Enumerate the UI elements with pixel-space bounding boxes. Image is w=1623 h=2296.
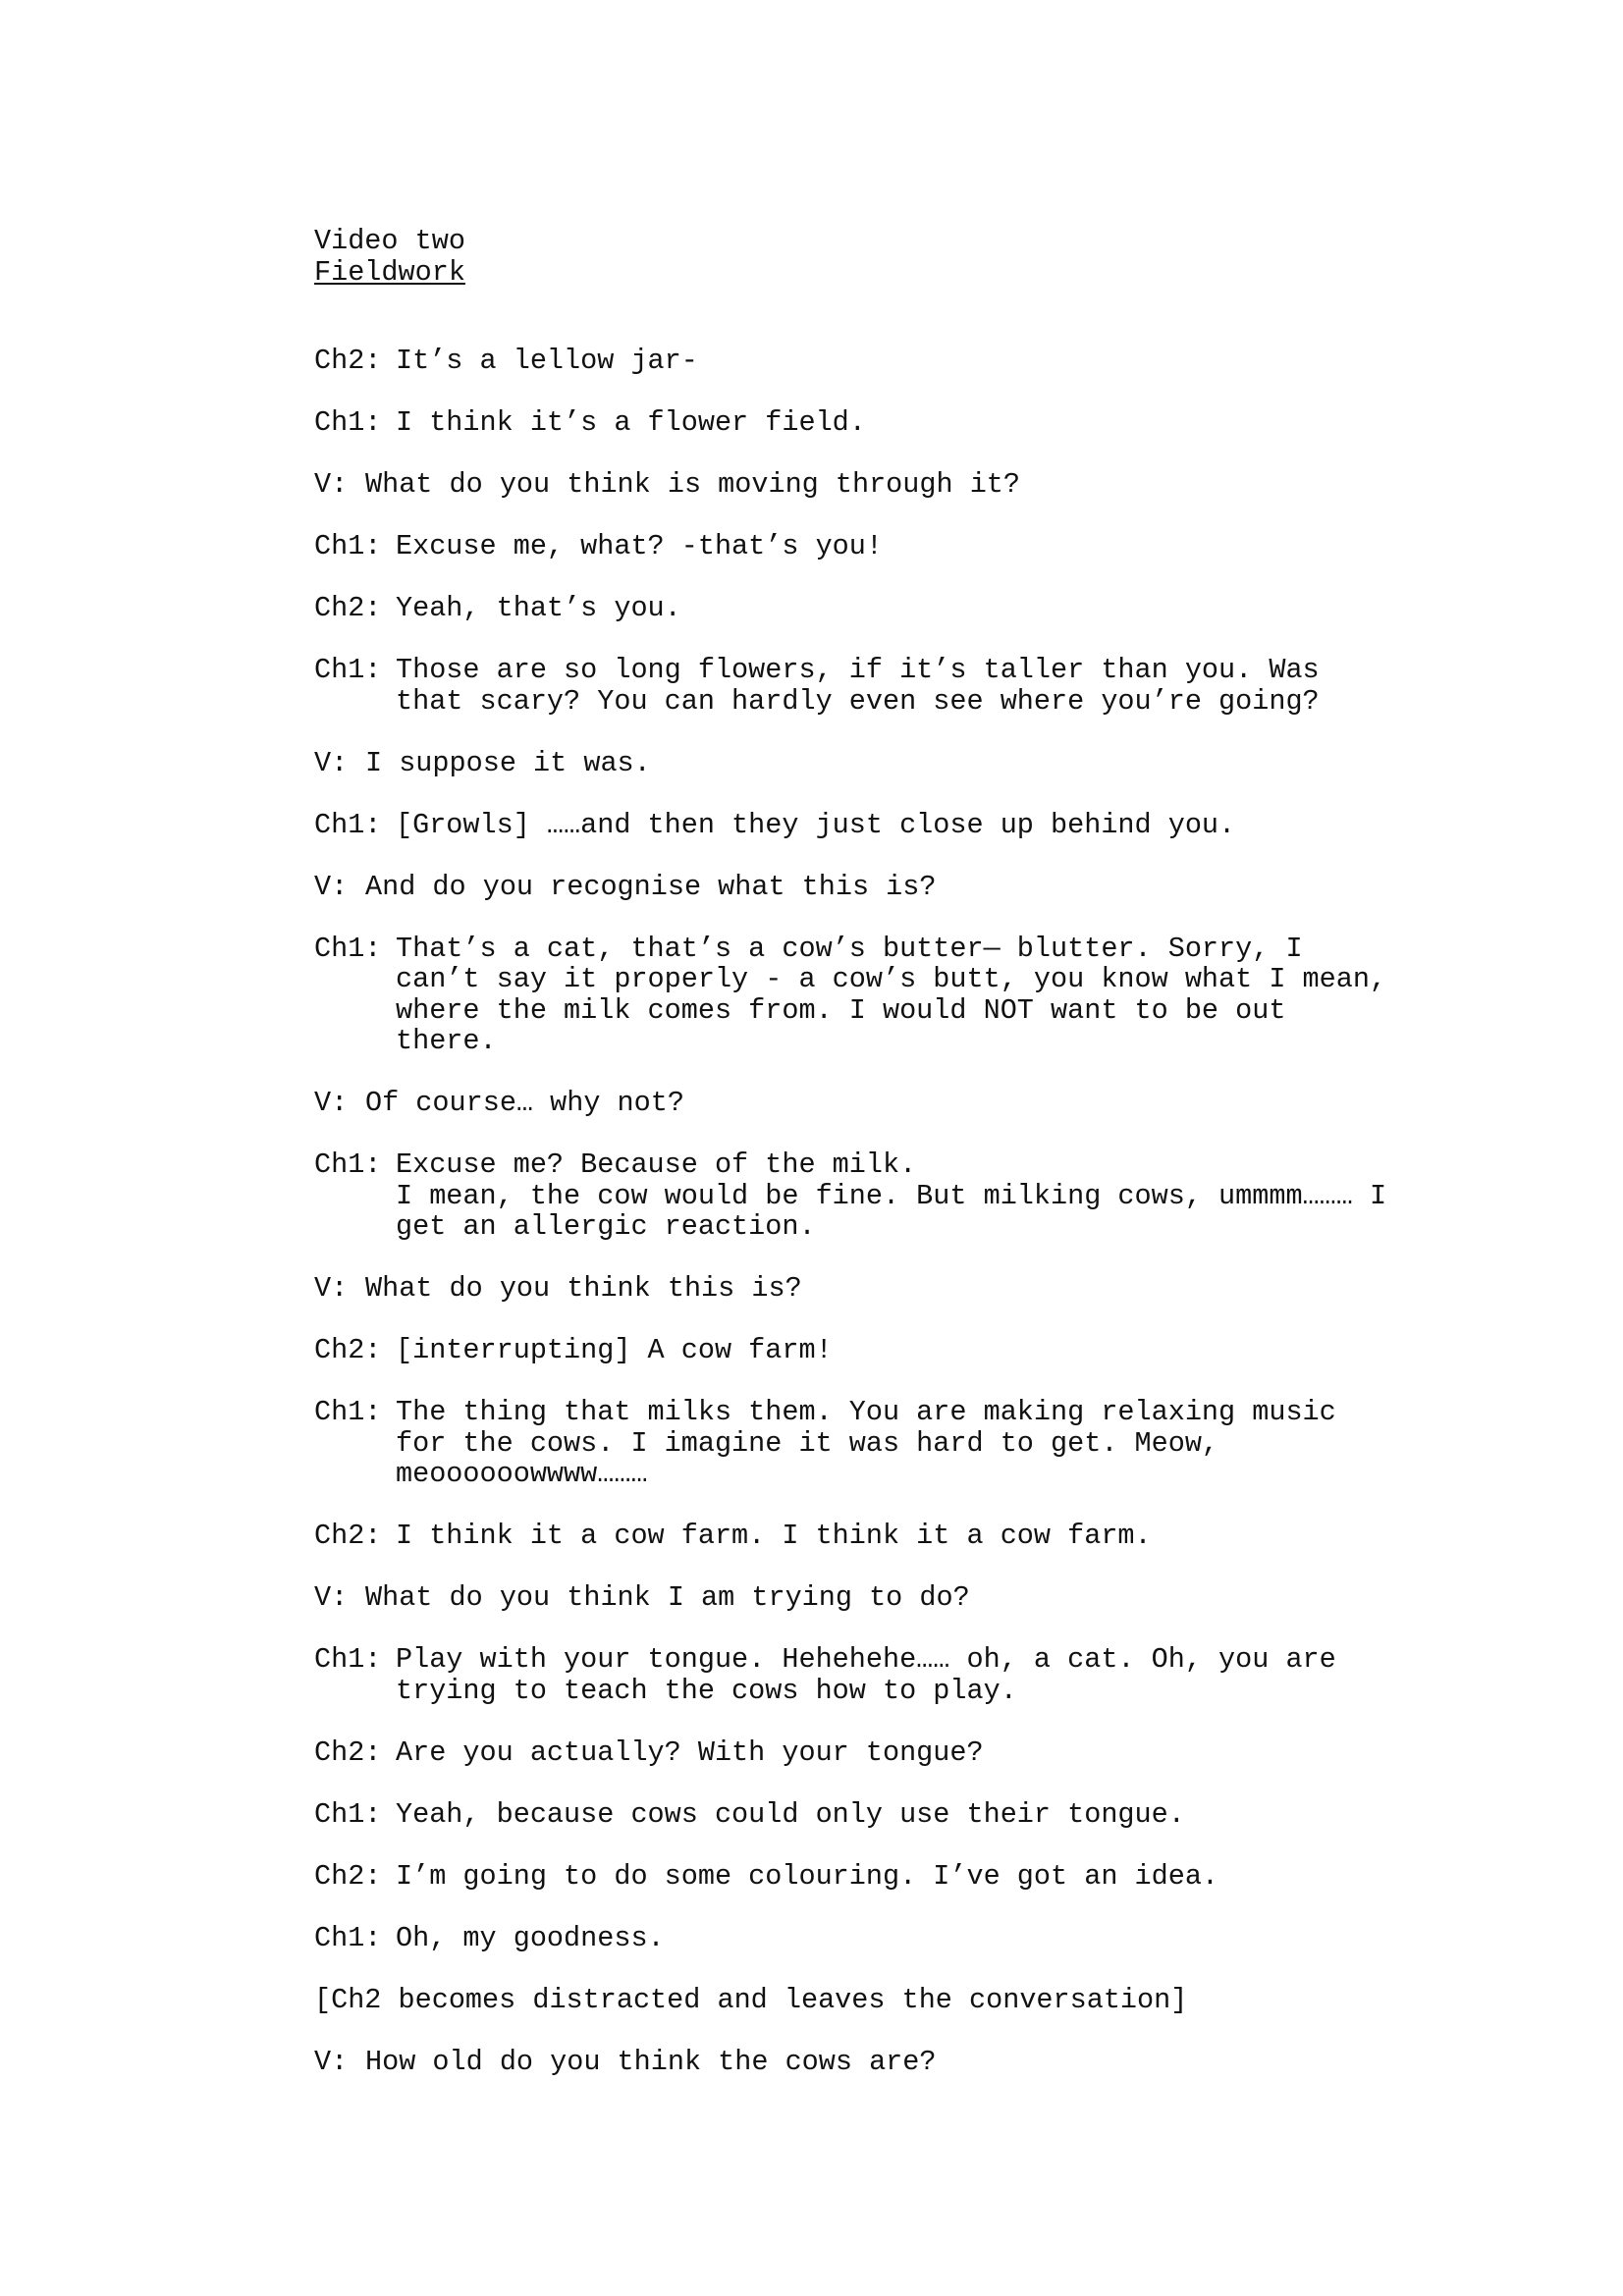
utterance-line: And do you recognise what this is?	[365, 870, 937, 903]
transcript-turn	[314, 407, 1473, 439]
utterance-text	[365, 469, 1473, 501]
speaker-label: Ch1:	[314, 406, 382, 439]
speaker-label: Ch1:	[314, 1643, 382, 1676]
utterance-text	[365, 748, 1473, 779]
speaker-label: Ch2:	[314, 1520, 382, 1552]
utterance-line: Excuse me? Because of the milk.	[396, 1148, 917, 1181]
utterance-text	[396, 810, 1473, 841]
utterance-line: get an allergic reaction.	[396, 1210, 816, 1243]
transcript-turn	[314, 531, 1473, 562]
speaker-label: V:	[314, 1272, 349, 1305]
transcript-turn	[314, 1923, 1473, 1954]
utterance-line: can’t say it properly - a cow’s butt, you know what I mean,	[396, 963, 1387, 995]
transcript-turn	[314, 872, 1473, 903]
utterance-text	[396, 1397, 1473, 1490]
utterance-text	[396, 1335, 1473, 1366]
utterance-line: Oh, my goodness.	[396, 1921, 665, 1954]
utterance-text	[365, 872, 1473, 903]
utterance-line: I think it a cow farm. I think it a cow farm.	[396, 1520, 1152, 1552]
utterance-line: Of course… why not?	[365, 1087, 684, 1119]
utterance-line: [interrupting] A cow farm!	[396, 1334, 833, 1366]
utterance-text	[396, 531, 1473, 562]
speaker-label: V:	[314, 2045, 349, 2078]
speaker-label: Ch1:	[314, 808, 382, 841]
utterance-line: [Ch2 becomes distracted and leaves the conversation]	[314, 1983, 1188, 2016]
speaker-label: Ch2:	[314, 1334, 382, 1366]
transcript-turn	[314, 1335, 1473, 1366]
utterance-line: Are you actually? With your tongue?	[396, 1735, 984, 1769]
transcript-turn	[314, 1149, 1473, 1243]
speaker-label: V:	[314, 870, 349, 903]
transcript-turn	[314, 469, 1473, 501]
transcript-turn	[314, 2047, 1473, 2078]
speaker-label: Ch1:	[314, 1148, 382, 1181]
utterance-line: It’s a lellow jar-	[396, 345, 698, 377]
speaker-label: Ch1:	[314, 1396, 382, 1428]
utterance-text	[365, 2047, 1473, 2078]
utterance-line: What do you think I am trying to do?	[365, 1581, 970, 1614]
transcript-turn	[314, 1582, 1473, 1614]
utterance-line: The thing that milks them. You are making relaxing music	[396, 1396, 1336, 1428]
utterance-text	[396, 1799, 1473, 1831]
utterance-text	[396, 1521, 1473, 1552]
utterance-text	[396, 1923, 1473, 1954]
utterance-line: That’s a cat, that’s a cow’s butter— blutter. Sorry, I	[396, 932, 1303, 965]
utterance-line: I’m going to do some colouring. I’ve got an idea.	[396, 1859, 1219, 1893]
document-page	[314, 226, 1473, 2109]
utterance-text	[396, 655, 1473, 717]
speaker-label: Ch2:	[314, 1735, 382, 1769]
utterance-line: Those are so long flowers, if it’s taller than you. Was	[396, 654, 1320, 686]
speaker-label: V:	[314, 1087, 349, 1119]
utterance-text	[396, 1644, 1473, 1706]
speaker-label: Ch1:	[314, 1921, 382, 1954]
utterance-line: How old do you think the cows are?	[365, 2045, 937, 2078]
utterance-line: [Growls] ……and then they just close up behind you.	[396, 808, 1236, 841]
utterance-line: I think it’s a flower field.	[396, 406, 866, 439]
utterance-line: Excuse me, what? -that’s you!	[396, 530, 883, 562]
speaker-label: Ch1:	[314, 1797, 382, 1831]
stage-direction	[314, 1985, 1473, 2016]
utterance-text	[365, 1273, 1473, 1305]
speaker-label: Ch1:	[314, 932, 382, 965]
speaker-label: Ch1:	[314, 654, 382, 686]
utterance-text	[314, 1985, 1473, 2016]
utterance-line: What do you think this is?	[365, 1272, 802, 1305]
utterance-line: there.	[396, 1025, 497, 1057]
speaker-label: Ch2:	[314, 345, 382, 377]
document-subtitle: Fieldwork	[314, 255, 465, 289]
document-title: Video two	[314, 225, 465, 257]
speaker-label: Ch2:	[314, 592, 382, 624]
utterance-line: meoooooowwww………	[396, 1458, 648, 1490]
utterance-text	[396, 1737, 1473, 1769]
utterance-text	[396, 346, 1473, 377]
transcript-turn	[314, 1521, 1473, 1552]
utterance-line: I suppose it was.	[365, 746, 651, 779]
utterance-line: I mean, the cow would be fine. But milking cows, ummmm……… I	[396, 1179, 1387, 1212]
transcript-turn	[314, 346, 1473, 377]
utterance-text	[396, 407, 1473, 439]
utterance-text	[396, 1149, 1473, 1243]
utterance-line: for the cows. I imagine it was hard to get. Meow,	[396, 1426, 1219, 1460]
transcript	[314, 346, 1473, 2077]
utterance-line: trying to teach the cows how to play.	[396, 1674, 1017, 1707]
utterance-line: where the milk comes from. I would NOT want to be out	[396, 993, 1286, 1027]
transcript-turn	[314, 748, 1473, 779]
utterance-text	[396, 934, 1473, 1057]
transcript-turn	[314, 934, 1473, 1057]
speaker-label: V:	[314, 1581, 349, 1614]
transcript-turn	[314, 1088, 1473, 1119]
transcript-turn	[314, 1273, 1473, 1305]
utterance-text	[396, 1861, 1473, 1893]
utterance-text	[365, 1088, 1473, 1119]
utterance-text	[365, 1582, 1473, 1614]
speaker-label: Ch2:	[314, 1859, 382, 1893]
utterance-line: What do you think is moving through it?	[365, 468, 1021, 501]
transcript-turn	[314, 1861, 1473, 1893]
utterance-line: Yeah, because cows could only use their tongue.	[396, 1797, 1185, 1831]
utterance-line: that scary? You can hardly even see where you’re going?	[396, 684, 1320, 718]
speaker-label: V:	[314, 746, 349, 779]
transcript-turn	[314, 1644, 1473, 1706]
speaker-label: Ch1:	[314, 530, 382, 562]
utterance-text	[396, 593, 1473, 624]
transcript-turn	[314, 1799, 1473, 1831]
transcript-turn	[314, 593, 1473, 624]
transcript-turn	[314, 655, 1473, 717]
transcript-turn	[314, 1397, 1473, 1490]
speaker-label: V:	[314, 468, 349, 501]
transcript-turn	[314, 1737, 1473, 1769]
utterance-line: Play with your tongue. Hehehehe…… oh, a cat. Oh, you are	[396, 1643, 1336, 1676]
utterance-line: Yeah, that’s you.	[396, 592, 681, 624]
transcript-turn	[314, 810, 1473, 841]
